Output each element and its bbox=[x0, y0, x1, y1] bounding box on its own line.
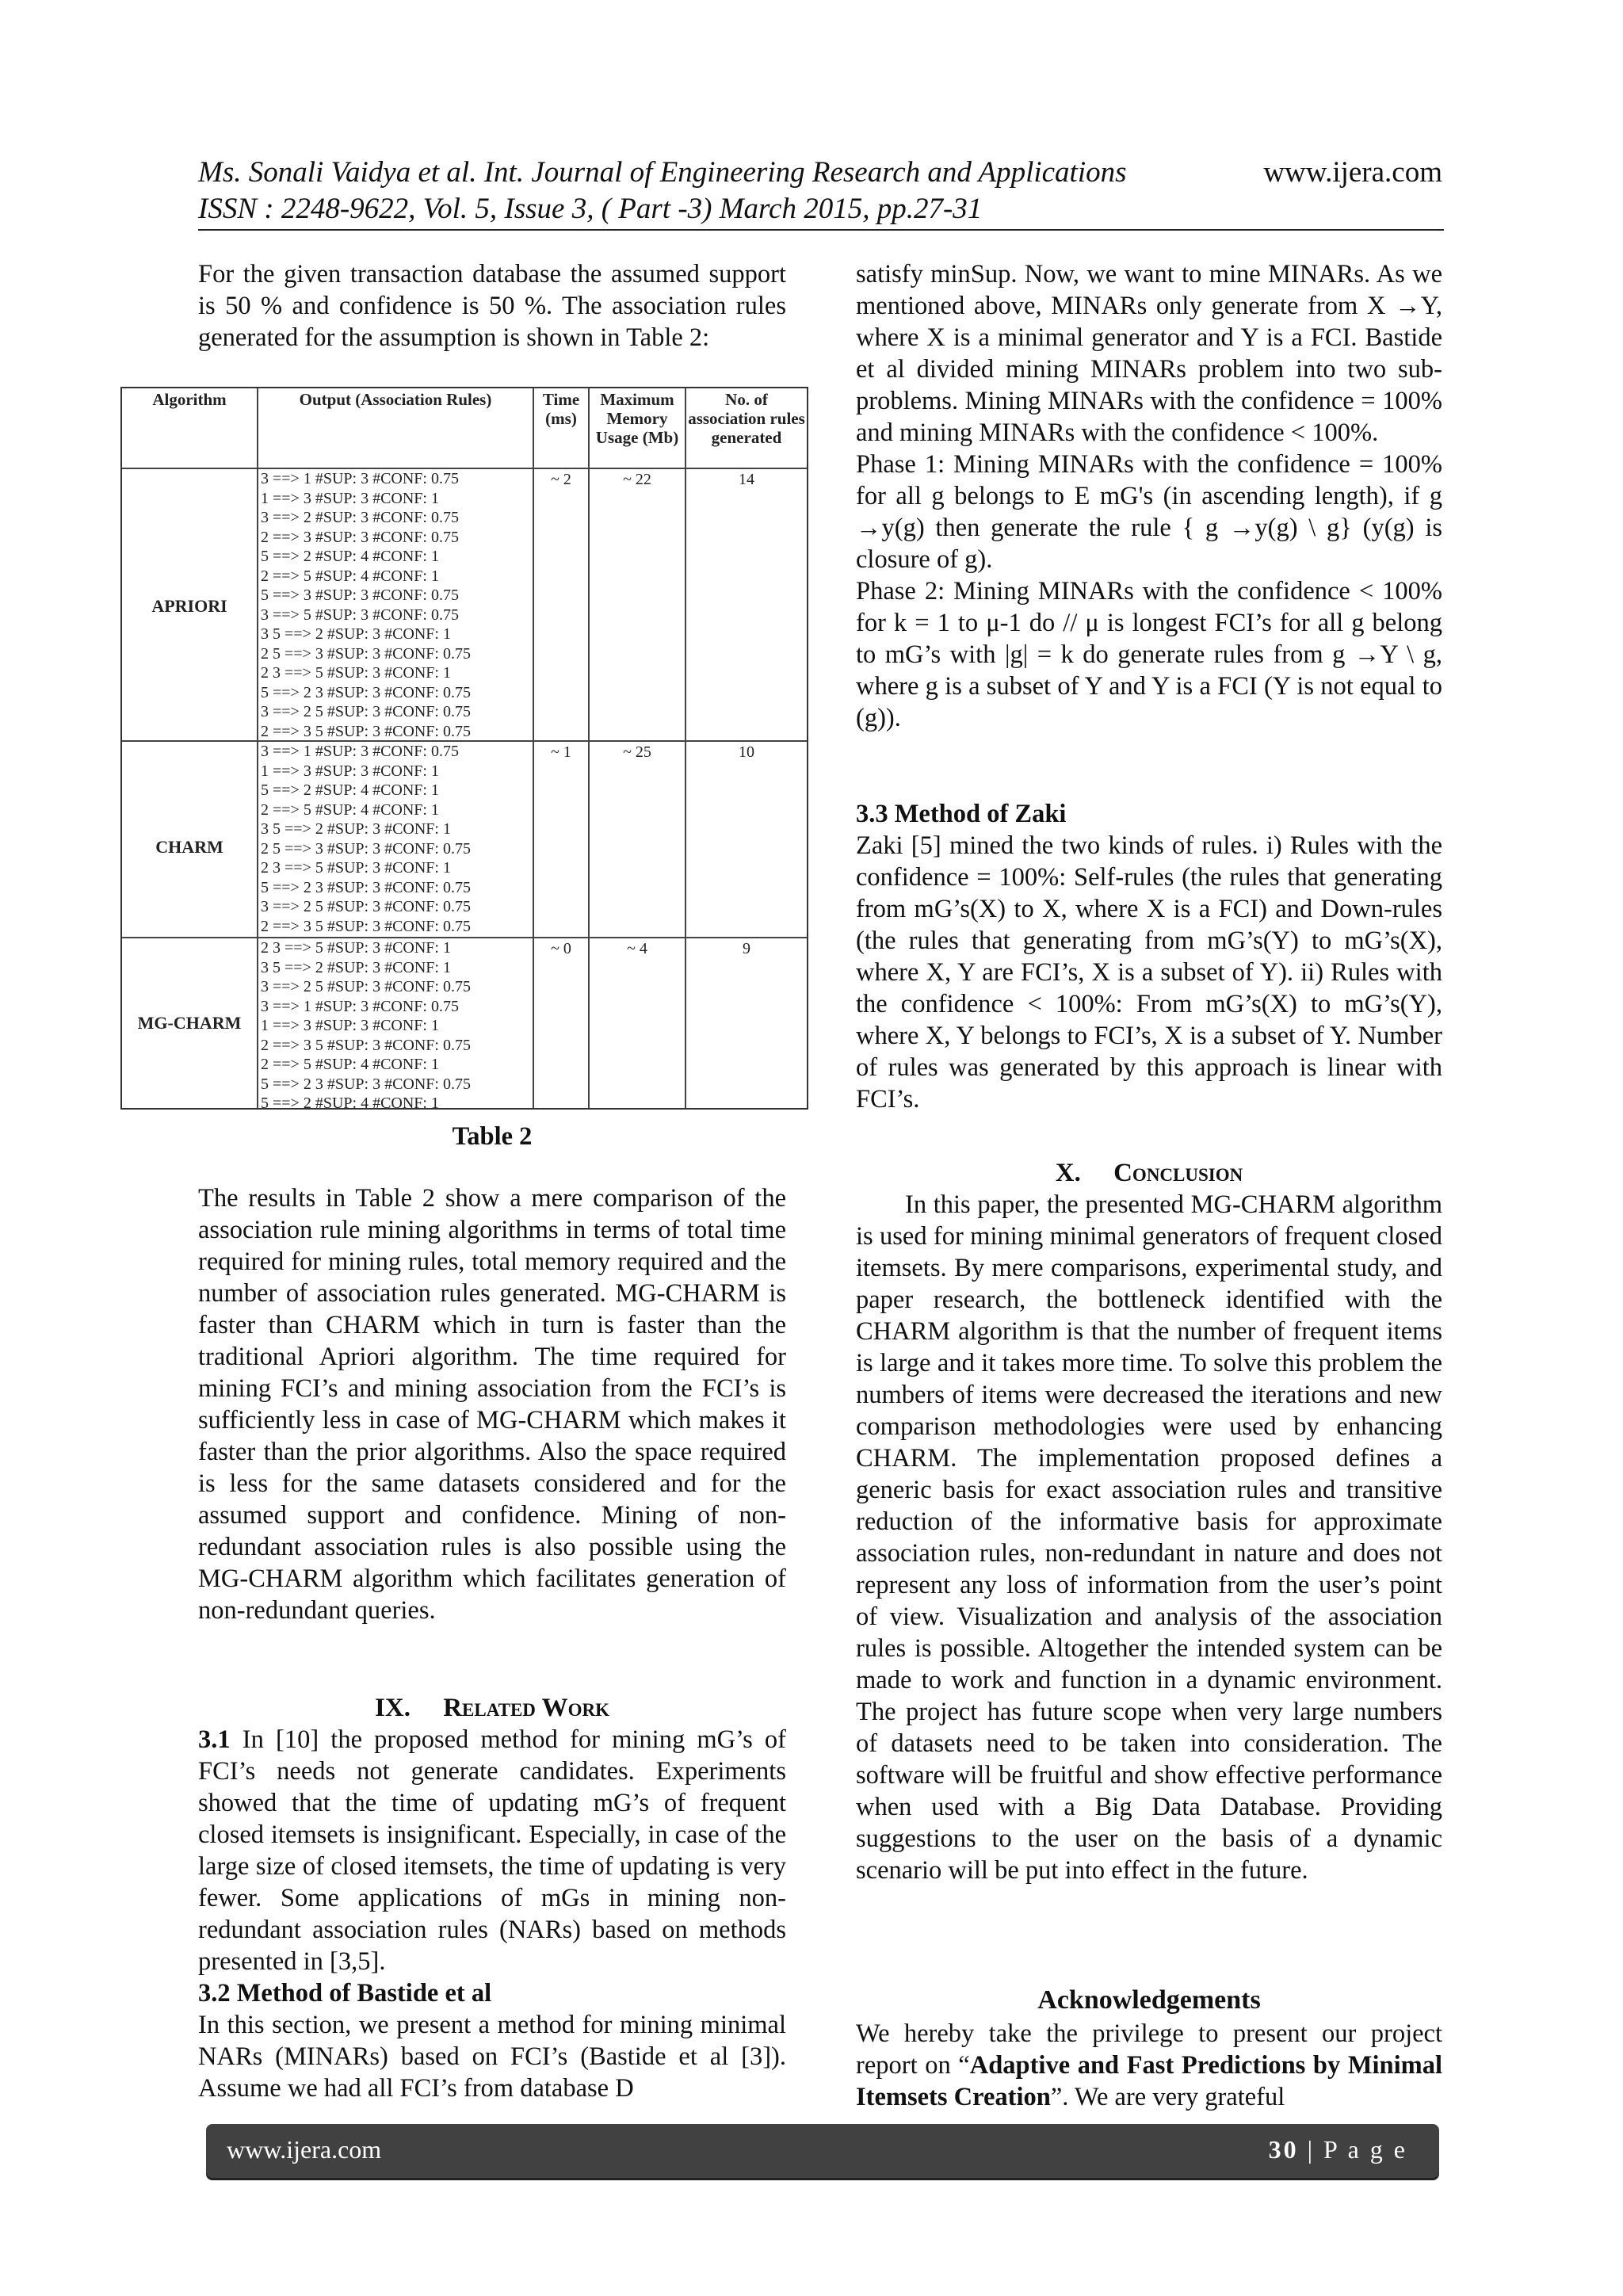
phase1-paragraph: Phase 1: Mining MINARs with the confidence = 100% for all g belongs to E mG's (in ascending length), if g →y(g) then generate the rule { g →y(g) \ g} (y(g) is closure of g). bbox=[856, 450, 1442, 574]
count-charm: 10 bbox=[739, 743, 754, 761]
association-rule: 2 ==> 3 5 #SUP: 3 #CONF: 0.75 bbox=[261, 917, 471, 935]
algorithm-mg-charm: MG-CHARM bbox=[137, 1013, 242, 1033]
memory-apriori: ~ 22 bbox=[623, 471, 651, 488]
association-rule: 1 ==> 3 #SUP: 3 #CONF: 1 bbox=[261, 1017, 439, 1034]
right-column-text: satisfy minSup. Now, we want to mine MINARs. As we mentioned above, MINARs only generate from X →Y, where X is a minimal generator and Y is a FCI. Bastide et al divided mining MINARs problem into two sub-problems. Mining MINARs with the confidence = 100% and mining MINARs with the confidence < 100%. Phase 1: Mining MINARs with the confidence = 100% for all g belongs to E mG's (in ascending length), if g →y(g) then generate the rule { g →y(g) \ g} (y(g) is closure of g). Phase 2: Mining MINARs with the confidence < 100% for k = 1 to μ-1 do // μ is longest FCI’s for all g belong to mG’s with |g| = k do generate rules from g →Y \ g, where g is a subset of Y and Y is a FCI (Y is not equal to (g)). bbox=[856, 260, 1442, 732]
section-conclusion-heading: X. Conclusion bbox=[1055, 1159, 1243, 1187]
page-number: 30 | P a g e bbox=[1268, 2135, 1407, 2164]
association-rule: 2 3 ==> 5 #SUP: 3 #CONF: 1 bbox=[261, 664, 451, 682]
association-rule: 5 ==> 2 #SUP: 4 #CONF: 1 bbox=[261, 781, 439, 799]
association-rule: 2 ==> 5 #SUP: 4 #CONF: 1 bbox=[261, 800, 439, 819]
count-apriori: 14 bbox=[739, 471, 754, 488]
rules-charm bbox=[261, 742, 471, 936]
association-rule: 3 ==> 2 5 #SUP: 3 #CONF: 0.75 bbox=[261, 978, 471, 995]
journal-citation: Ms. Sonali Vaidya et al. Int. Journal of Engineering Research and Applications bbox=[198, 156, 1127, 189]
association-rule: 3 ==> 1 #SUP: 3 #CONF: 0.75 bbox=[261, 743, 459, 760]
journal-url[interactable]: www.ijera.com bbox=[1263, 156, 1442, 189]
association-rule: 3 5 ==> 2 #SUP: 3 #CONF: 1 bbox=[261, 820, 451, 838]
association-rule: 3 ==> 1 #SUP: 3 #CONF: 0.75 bbox=[261, 997, 459, 1015]
association-rule: 3 5 ==> 2 #SUP: 3 #CONF: 1 bbox=[261, 625, 451, 643]
rules-mg-charm bbox=[261, 938, 471, 1114]
results-paragraph: The results in Table 2 show a mere comparison of the association rule mining algorithms in terms of total time required for mining rules, total memory required and the number of association rules generated. MG-CHARM is faster than CHARM which in turn is faster than the traditional Apriori algorithm. The time required for mining FCI’s and mining association from the FCI’s is sufficiently less in case of MG-CHARM which makes it faster than the prior algorithms. Also the space required is less for the same datasets considered and for the assumed support and confidence. Mining of non-redundant association rules is also possible using the MG-CHARM algorithm which facilitates generation of non-redundant queries. bbox=[198, 1184, 786, 1625]
acknowledgements-heading: Acknowledgements bbox=[1037, 1985, 1261, 2015]
association-rule: 2 3 ==> 5 #SUP: 3 #CONF: 1 bbox=[261, 939, 451, 957]
footer-url[interactable]: www.ijera.com bbox=[227, 2135, 382, 2164]
association-rule: 5 ==> 2 3 #SUP: 3 #CONF: 0.75 bbox=[261, 878, 471, 896]
association-rule: 2 5 ==> 3 #SUP: 3 #CONF: 0.75 bbox=[261, 644, 471, 663]
count-mg-charm: 9 bbox=[743, 940, 750, 957]
section-related-work-heading: IX. Related Work bbox=[375, 1694, 609, 1722]
association-rule: 5 ==> 2 #SUP: 4 #CONF: 1 bbox=[261, 1095, 439, 1112]
association-rule: 3 ==> 2 #SUP: 3 #CONF: 0.75 bbox=[261, 509, 459, 526]
time-mg-charm: ~ 0 bbox=[551, 940, 571, 957]
header-rule bbox=[198, 229, 1444, 231]
time-apriori: ~ 2 bbox=[551, 471, 571, 488]
subsection-zaki-heading: 3.3 Method of Zaki bbox=[856, 800, 1067, 828]
intro-paragraph: For the given transaction database the assumed support is 50 % and confidence is 50 %. The association rules generated for the assumption is shown in Table 2: bbox=[198, 260, 786, 352]
bastide-paragraph: In this section, we present a method for mining minimal NARs (MINARs) based on FCI’s (Bastide et al [3]). Assume we had all FCI’s from database D bbox=[198, 2011, 786, 2103]
results-table bbox=[120, 387, 808, 1110]
association-rule: 5 ==> 2 3 #SUP: 3 #CONF: 0.75 bbox=[261, 1075, 471, 1093]
memory-charm: ~ 25 bbox=[623, 743, 651, 761]
subsection-bastide-heading: 3.2 Method of Bastide et al bbox=[198, 1979, 492, 2008]
running-header bbox=[198, 155, 1442, 227]
header-time: Time (ms) bbox=[542, 390, 580, 428]
acknowledgements-paragraph: We hereby take the privilege to present our project report on “Adaptive and Fast Predictions by Minimal Itemsets Creation”. We are very grateful bbox=[856, 2019, 1443, 2111]
association-rule: 2 3 ==> 5 #SUP: 3 #CONF: 1 bbox=[261, 859, 451, 877]
association-rule: 2 ==> 3 5 #SUP: 3 #CONF: 0.75 bbox=[261, 722, 471, 740]
zaki-paragraph: Zaki [5] mined the two kinds of rules. i) Rules with the confidence = 100%: Self-rules (the rules that generating from mG’s(X) to X, where X is a FCI) and Down-rules (the rules that generating from mG’s(Y) to mG’s(X), where X, Y are FCI’s, X is a subset of Y). ii) Rules with the confidence < 100%: From mG’s(X) to mG’s(Y), where X, Y belongs to FCI’s, X is a subset of Y. Number of rules was generated by this approach is linear with FCI’s. bbox=[856, 831, 1442, 1114]
association-rule: 3 ==> 2 5 #SUP: 3 #CONF: 0.75 bbox=[261, 703, 471, 720]
header-memory: Maximum Memory Usage (Mb) bbox=[595, 390, 679, 447]
association-rule: 5 ==> 2 3 #SUP: 3 #CONF: 0.75 bbox=[261, 683, 471, 701]
association-rule: 1 ==> 3 #SUP: 3 #CONF: 1 bbox=[261, 762, 439, 780]
page-footer bbox=[206, 2124, 1439, 2178]
association-rule: 3 5 ==> 2 #SUP: 3 #CONF: 1 bbox=[261, 958, 451, 976]
issn-line: ISSN : 2248-9622, Vol. 5, Issue 3, ( Part -3) March 2015, pp.27-31 bbox=[198, 193, 983, 225]
header-output: Output (Association Rules) bbox=[299, 390, 492, 409]
memory-mg-charm: ~ 4 bbox=[627, 940, 647, 957]
time-charm: ~ 1 bbox=[551, 743, 571, 761]
algorithm-charm: CHARM bbox=[155, 837, 223, 857]
association-rule: 2 ==> 3 5 #SUP: 3 #CONF: 0.75 bbox=[261, 1036, 471, 1054]
conclusion-paragraph: In this paper, the presented MG-CHARM algorithm is used for mining minimal generators of frequent closed itemsets. By mere comparisons, experimental study, and paper research, the bottleneck identified with the CHARM algorithm is that the number of frequent items is large and it takes more time. To solve this problem the numbers of items were decreased the iterations and new comparison methodologies were used by enhancing CHARM. The implementation proposed defines a generic basis for exact association rules and transitive reduction of the informative basis for approximate association rules, non-redundant in nature and does not represent any loss of information from the user’s point of view. Visualization and analysis of the association rules is possible. Altogether the intended system can be made to work and function in a dynamic environment. The project has future scope when very large numbers of datasets need to be taken into consideration. The software will be fruitful and show effective performance when used with a Big Data Database. Providing suggestions to the user on the basis of a dynamic scenario will be put into effect in the future. bbox=[856, 1190, 1442, 1885]
association-rule: 2 5 ==> 3 #SUP: 3 #CONF: 0.75 bbox=[261, 839, 471, 858]
association-rule: 3 ==> 1 #SUP: 3 #CONF: 0.75 bbox=[261, 470, 459, 487]
association-rule: 3 ==> 5 #SUP: 3 #CONF: 0.75 bbox=[261, 606, 459, 624]
association-rule: 5 ==> 3 #SUP: 3 #CONF: 0.75 bbox=[261, 586, 459, 604]
algorithm-apriori: APRIORI bbox=[151, 596, 227, 616]
related-work-paragraph: 3.1 In [10] the proposed method for mining mG’s of FCI’s needs not generate candidates. Experiments showed that the time of updating mG’s of frequent closed itemsets is insignificant. Especially, in case of the large size of closed itemsets, the time of updating is very fewer. Some applications of mGs in mining non-redundant association rules (NARs) based on methods presented in [3,5]. 3.2 Method of Bastide et al In this section, we present a method for mining minimal NARs (MINARs) based on FCI’s (Bastide et al [3]). Assume we had all FCI’s from database D bbox=[198, 1725, 786, 2103]
association-rule: 1 ==> 3 #SUP: 3 #CONF: 1 bbox=[261, 489, 439, 507]
association-rule: 2 ==> 3 #SUP: 3 #CONF: 0.75 bbox=[261, 528, 459, 546]
table-caption: Table 2 bbox=[452, 1122, 533, 1151]
rules-apriori bbox=[261, 469, 471, 741]
header-rule-count: No. of association rules generated bbox=[688, 390, 805, 447]
association-rule: 2 ==> 5 #SUP: 4 #CONF: 1 bbox=[261, 1056, 439, 1073]
header-algorithm: Algorithm bbox=[152, 390, 227, 409]
phase2-paragraph: Phase 2: Mining MINARs with the confidence < 100% for k = 1 to μ-1 do // μ is longest FCI’s for all g belong to mG’s with |g| = k do generate rules from g →Y \ g, where g is a subset of Y and Y is a FCI (Y is not equal to (g)). bbox=[856, 577, 1442, 732]
association-rule: 5 ==> 2 #SUP: 4 #CONF: 1 bbox=[261, 548, 439, 565]
association-rule: 2 ==> 5 #SUP: 4 #CONF: 1 bbox=[261, 567, 439, 585]
association-rule: 3 ==> 2 5 #SUP: 3 #CONF: 0.75 bbox=[261, 898, 471, 915]
